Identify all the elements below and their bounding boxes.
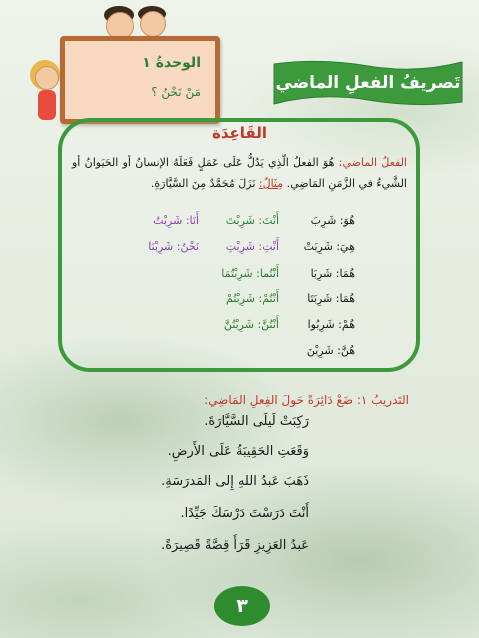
unit-title: الوحدةُ ١ bbox=[142, 55, 201, 71]
conj-item: هُمْ: شَرِبُوا bbox=[307, 318, 355, 331]
rule-example: نَزَلَ مُحَمَّدٌ مِنَ السَّيَّارَةِ. bbox=[150, 177, 256, 190]
conj-item: هُمَا: شَرِبَتَا bbox=[307, 292, 355, 305]
conj-item: أَنْتَ: شَرِبْتَ bbox=[225, 214, 279, 227]
conj-item: أَنْتِ: شَرِبْتِ bbox=[225, 240, 279, 253]
child-face bbox=[35, 66, 59, 90]
conj-item: أَنْتُنَّ: شَرِبْتُنَّ bbox=[223, 318, 279, 331]
conj-item: أَنْتُمْ: شَرِبْتُمْ bbox=[226, 292, 279, 305]
conj-item: نَحْنُ: شَرِبْنَا bbox=[148, 240, 199, 253]
page-number: ٣ bbox=[214, 586, 270, 626]
rule-example-label: مِثَالٌ: bbox=[258, 177, 284, 190]
child-body bbox=[38, 90, 56, 120]
unit-board bbox=[60, 36, 220, 124]
exercise-sentence[interactable]: عَبدُ العَزِيزِ قَرَأَ قِصَّةً قَصِيرَةً. bbox=[161, 538, 309, 553]
conj-item: هُوَ: شَرِبَ bbox=[310, 214, 355, 227]
child-face bbox=[140, 11, 166, 37]
rule-title: القَاعِدَة bbox=[212, 124, 267, 142]
exercise-sentence[interactable]: وَقَعَتِ الحَقِيبَةُ عَلَى الأَرضِ. bbox=[167, 444, 309, 459]
conj-item: هُنَّ: شَرِبْنَ bbox=[306, 344, 355, 357]
exercise-sentence[interactable]: رَكِبَتْ لَيلَى السَّيَّارَةَ. bbox=[204, 414, 309, 429]
rule-definition-text: هُوَ الفعلُ الّذِي يَدُلُّ عَلَى عَمَلٍ فَعَلَهُ الإنسانُ أو الحَيَوانُ أو الشَّيءُ في الزَّمَنِ المَاضِي. bbox=[72, 156, 407, 190]
conj-item: هِيَ: شَرِبَتْ bbox=[303, 240, 355, 253]
exercise-sentence[interactable]: ذَهَبَ عَبدُ اللهِ إِلى المَدرَسَةِ. bbox=[161, 474, 309, 489]
rule-term: الفعلُ الماضي: bbox=[338, 156, 407, 169]
rule-definition bbox=[72, 152, 407, 194]
conj-item: أَنَا: شَرِبْتُ bbox=[153, 214, 199, 227]
lesson-title: تَصريفُ الفعلِ الماضي bbox=[275, 73, 461, 93]
exercise-sentence[interactable]: أَنْتَ دَرَسْتَ دَرْسَكَ جَيِّدًا. bbox=[180, 506, 309, 521]
exercise-heading: التَدريبُ ١: ضَعْ دَائِرَةً حَولَ الفِعلِ المَاضِي: bbox=[204, 393, 409, 407]
unit-subtitle: مَنْ نَحْنُ ؟ bbox=[151, 85, 201, 99]
conj-item: هُمَا: شَرِبَا bbox=[310, 267, 355, 280]
conj-item: أَنْتُما: شَرِبْتُمَا bbox=[221, 267, 279, 280]
